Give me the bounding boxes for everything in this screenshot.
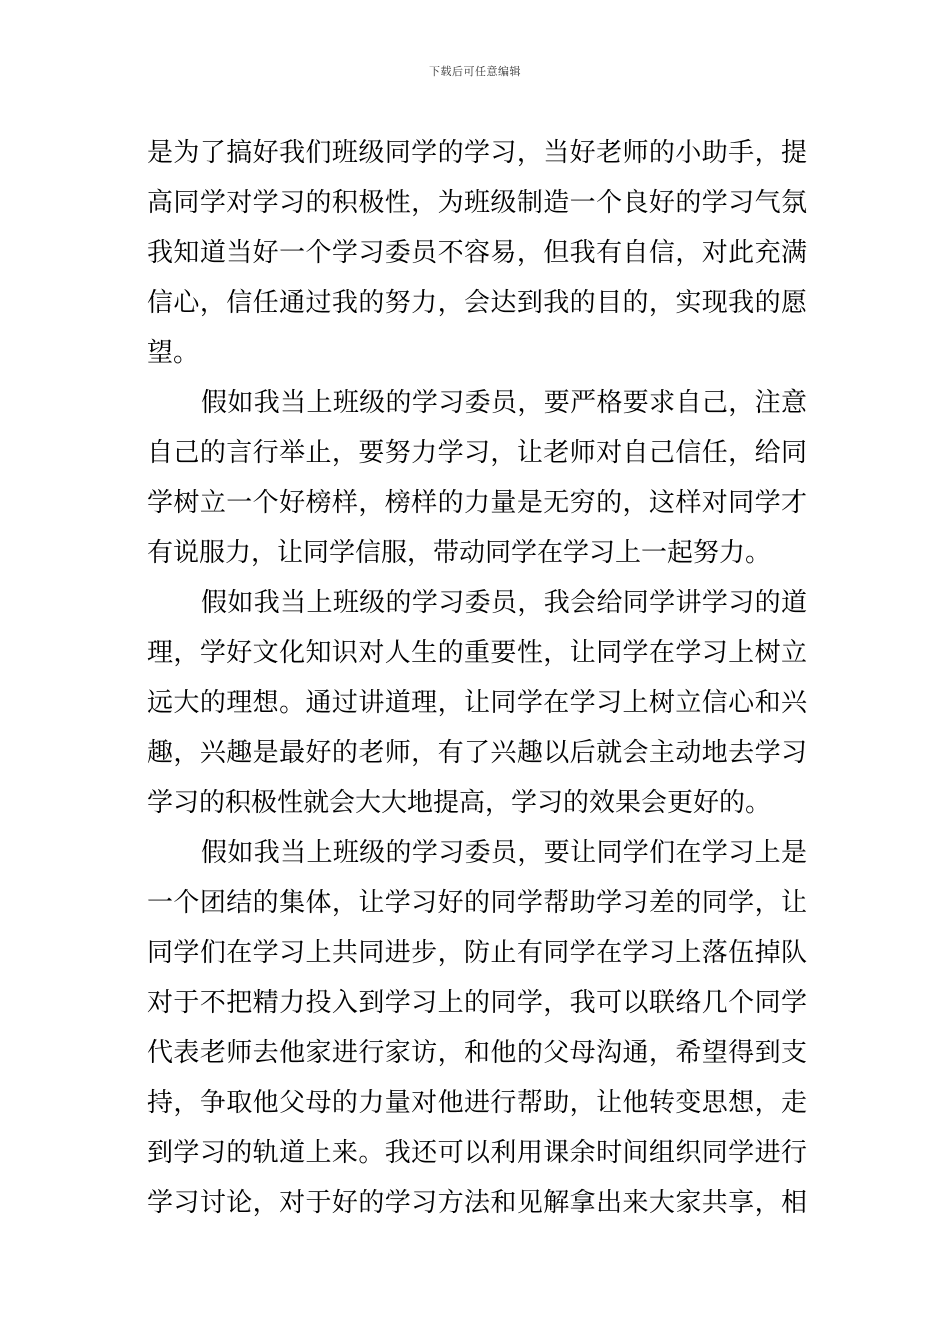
text-line: 持，争取他父母的力量对他进行帮助，让他转变思想，走: [147, 1088, 807, 1118]
text-line: 对于不把精力投入到学习上的同学，我可以联络几个同学: [147, 988, 807, 1018]
text-line: 代表老师去他家进行家访，和他的父母沟通，希望得到支: [147, 1038, 807, 1068]
text-line: 趣，兴趣是最好的老师，有了兴趣以后就会主动地去学习: [147, 738, 807, 768]
paragraph-first-line: 假如我当上班级的学习委员，要严格要求自己，注意: [201, 388, 807, 418]
text-line: 一个团结的集体，让学习好的同学帮助学习差的同学，让: [147, 888, 807, 918]
paragraph-first-line: 假如我当上班级的学习委员，我会给同学讲学习的道: [201, 588, 807, 618]
paragraph-first-line: 假如我当上班级的学习委员，要让同学们在学习上是: [201, 838, 807, 868]
text-line: 到学习的轨道上来。我还可以利用课余时间组织同学进行: [147, 1138, 807, 1168]
text-line: 信心，信任通过我的努力，会达到我的目的，实现我的愿: [147, 288, 807, 318]
text-line: 学习的积极性就会大大地提高，学习的效果会更好的。: [147, 788, 772, 818]
text-line: 自己的言行举止，要努力学习，让老师对自己信任，给同: [147, 438, 807, 468]
text-line: 有说服力，让同学信服，带动同学在学习上一起努力。: [147, 538, 772, 568]
text-line: 远大的理想。通过讲道理，让同学在学习上树立信心和兴: [147, 688, 807, 718]
text-line: 理，学好文化知识对人生的重要性，让同学在学习上树立: [147, 638, 807, 668]
body-text: [147, 128, 807, 1228]
text-line: 是为了搞好我们班级同学的学习，当好老师的小助手，提: [147, 138, 807, 168]
text-line: 高同学对学习的积极性，为班级制造一个良好的学习气氛: [147, 188, 807, 218]
page-header: 下载后可任意编辑: [429, 65, 521, 78]
text-line: 学树立一个好榜样，榜样的力量是无穷的，这样对同学才: [147, 488, 807, 518]
text-line: 学习讨论，对于好的学习方法和见解拿出来大家共享，相: [147, 1188, 807, 1218]
text-line: 同学们在学习上共同进步，防止有同学在学习上落伍掉队: [147, 938, 807, 968]
text-line: 我知道当好一个学习委员不容易，但我有自信，对此充满: [147, 238, 807, 268]
text-line: 望。: [147, 338, 200, 368]
